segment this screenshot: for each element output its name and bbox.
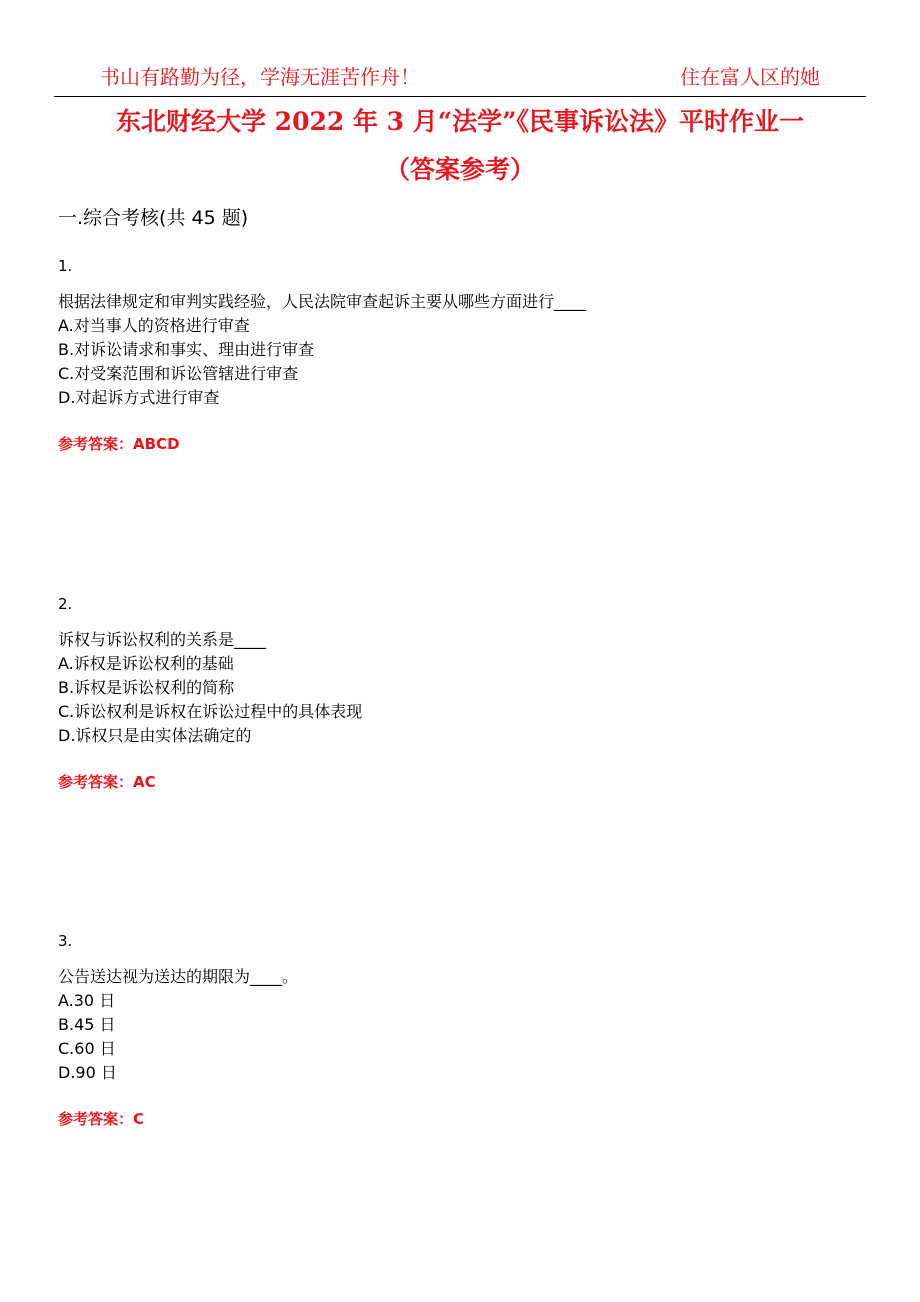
option-list xyxy=(58,314,858,410)
option-list xyxy=(58,652,858,748)
header-author: 住在富人区的她 xyxy=(680,65,820,89)
option-c: C.诉讼权利是诉权在诉讼过程中的具体表现 xyxy=(58,702,363,721)
question-stem: 根据法律规定和审判实践经验，人民法院审查起诉主要从哪些方面进行____ xyxy=(58,292,587,311)
answer-value: ABCD xyxy=(133,435,180,453)
option-b: B.对诉讼请求和事实、理由进行审查 xyxy=(58,340,315,359)
answer-value: AC xyxy=(133,773,156,791)
option-list xyxy=(58,989,858,1085)
answer-line xyxy=(58,434,858,454)
option-a: A.诉权是诉讼权利的基础 xyxy=(58,654,234,673)
question-2 xyxy=(58,594,858,792)
option-d: D.对起诉方式进行审查 xyxy=(58,388,220,407)
option-c: C.60 日 xyxy=(58,1039,116,1058)
header-divider xyxy=(54,96,866,97)
option-d: D.90 日 xyxy=(58,1063,117,1082)
question-1 xyxy=(58,256,858,454)
option-b: B.诉权是诉讼权利的简称 xyxy=(58,678,235,697)
answer-label: 参考答案： xyxy=(58,773,134,791)
question-stem: 诉权与诉讼权利的关系是____ xyxy=(58,630,267,649)
answer-value: C xyxy=(133,1110,145,1128)
option-a: A.30 日 xyxy=(58,991,116,1010)
answer-label: 参考答案： xyxy=(58,1110,134,1128)
document-title: 东北财经大学 2022 年 3 月“法学”《民事诉讼法》平时作业一 xyxy=(115,107,805,136)
question-number: 1. xyxy=(58,257,73,275)
section-heading: 一.综合考核(共 45 题) xyxy=(58,207,249,229)
header-motto: 书山有路勤为径，学海无涯苦作舟！ xyxy=(100,65,420,89)
question-stem: 公告送达视为送达的期限为____。 xyxy=(58,967,299,986)
question-number: 3. xyxy=(58,932,73,950)
answer-label: 参考答案： xyxy=(58,435,134,453)
answer-line xyxy=(58,772,858,792)
option-a: A.对当事人的资格进行审查 xyxy=(58,316,250,335)
answer-line xyxy=(58,1109,858,1129)
option-d: D.诉权只是由实体法确定的 xyxy=(58,726,252,745)
option-c: C.对受案范围和诉讼管辖进行审查 xyxy=(58,364,299,383)
question-3 xyxy=(58,931,858,1129)
question-number: 2. xyxy=(58,595,73,613)
option-b: B.45 日 xyxy=(58,1015,116,1034)
document-subtitle: （答案参考） xyxy=(384,155,535,184)
